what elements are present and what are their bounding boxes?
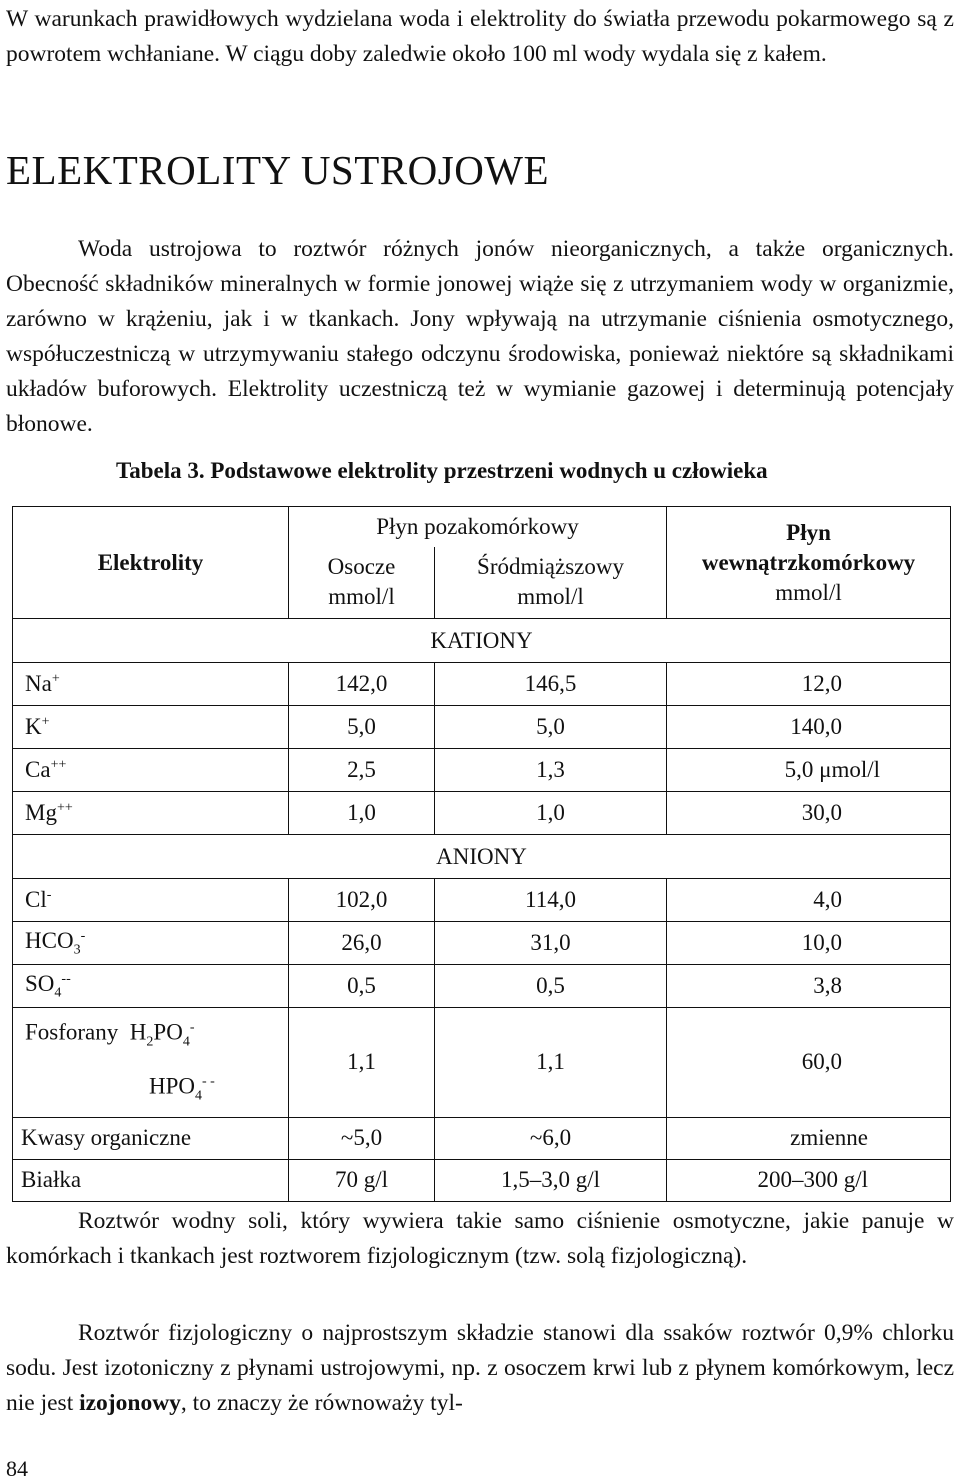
header-plasma-label: Osocze [327, 554, 396, 580]
table-row-organic-acids [13, 1117, 951, 1159]
plasma-value: 1,0 [289, 792, 435, 835]
plasma-value: 1,1 [289, 1008, 435, 1118]
plasma-value: 70 g/l [289, 1159, 435, 1201]
plasma-value: ~5,0 [289, 1117, 435, 1159]
table-row-mg [13, 792, 951, 835]
interstitial-value: 1,3 [435, 749, 667, 792]
ion-label: Na+ [13, 663, 289, 706]
intracellular-value: 140,0 [667, 706, 951, 749]
table-row-k [13, 706, 951, 749]
table-row-ca [13, 749, 951, 792]
table-row-proteins [13, 1159, 951, 1201]
plasma-value: 0,5 [289, 965, 435, 1008]
table-row-phosphates [13, 1008, 951, 1118]
plasma-value: 102,0 [289, 879, 435, 922]
intracellular-value: 200–300 g/l [667, 1159, 951, 1201]
interstitial-value: 114,0 [435, 879, 667, 922]
intracellular-value: 30,0 [667, 792, 951, 835]
ion-label: Cl- [13, 879, 289, 922]
plasma-value: 2,5 [289, 749, 435, 792]
intracellular-value: 12,0 [667, 663, 951, 706]
intracellular-value: 3,8 [667, 965, 951, 1008]
section-heading: ELEKTROLITY USTROJOWE [6, 147, 550, 193]
header-interstitial [435, 547, 667, 619]
ion-label: Ca++ [13, 749, 289, 792]
interstitial-value: 146,5 [435, 663, 667, 706]
table-row-cl [13, 879, 951, 922]
intracellular-value: 10,0 [667, 922, 951, 965]
ion-label [13, 1008, 289, 1118]
ion-label: $HCO_3^-$ [13, 922, 289, 965]
table-row-na [13, 663, 951, 706]
ion-label: Mg++ [13, 792, 289, 835]
paragraph-saline: Roztwór fizjologiczny o najprostszym składzie stanowi dla ssaków roztwór 0,9% chlorku sodu. Jest izotoniczny z płynami ustrojowymi, np. z osoczem krwi lub z płynem komórkowym, lecz nie jest izojonowy, to znaczy że równoważy tyl- [6, 1320, 954, 1416]
interstitial-value: 31,0 [435, 922, 667, 965]
section-cations: KATIONY [13, 619, 951, 663]
header-plasma-unit: mmol/l [328, 584, 395, 610]
intro-paragraph: W warunkach prawidłowych wydzielana woda i elektrolity do światła przewodu pokarmowego są z powrotem wchłaniane. W ciągu doby zaledwie około 100 ml wody wydala się z kałem. [6, 6, 954, 67]
header-intracellular-line1: Płyn [786, 519, 831, 545]
interstitial-value: 5,0 [435, 706, 667, 749]
plasma-value: 5,0 [289, 706, 435, 749]
header-intracellular-unit: mmol/l [775, 579, 842, 605]
intracellular-value: zmienne [667, 1117, 951, 1159]
ion-label: $SO_4^{--}$ [13, 965, 289, 1008]
interstitial-value: ~6,0 [435, 1117, 667, 1159]
table-row-hco3 [13, 922, 951, 965]
header-interstitial-label: Śródmiąższowy [477, 554, 624, 580]
paragraph-physiological-solution: Roztwór wodny soli, który wywiera takie samo ciśnienie osmotyczne, jakie panuje w komórkach i tkankach jest roztworem fizjologicznym (tzw. solą fizjologiczną). [6, 1208, 954, 1269]
phosphate-line-2: $HPO_4^{- -}$ [149, 1073, 215, 1104]
ion-label: Kwasy organiczne [13, 1117, 289, 1159]
intracellular-value: 60,0 [667, 1008, 951, 1118]
term-isoionic: izojonowy [79, 1390, 181, 1416]
table-row-so4 [13, 965, 951, 1008]
interstitial-value: 1,5–3,0 g/l [435, 1159, 667, 1201]
header-extracellular: Płyn pozakomórkowy [289, 507, 667, 547]
section-anions: ANIONY [13, 835, 951, 879]
electrolytes-table [12, 506, 951, 1202]
plasma-value: 142,0 [289, 663, 435, 706]
header-electrolytes: Elektrolity [13, 507, 289, 619]
interstitial-value: 1,1 [435, 1008, 667, 1118]
intracellular-value: 4,0 [667, 879, 951, 922]
header-intracellular [667, 507, 951, 619]
table-caption: Tabela 3. Podstawowe elektrolity przestrzeni wodnych u człowieka [116, 458, 768, 483]
phosphate-line-1: Fosforany $H_2PO_4^-$ [25, 1019, 195, 1050]
body-paragraph: Woda ustrojowa to roztwór różnych jonów nieorganicznych, a także organicznych. Obecność składników mineralnych w formie jonowej wiąże się z utrzymaniem wody w organizmie, zarówno w krążeniu, jak i w tkankach. Jony wpływają na utrzymanie ciśnienia osmotycznego, współuczestniczą w utrzymywaniu stałego odczynu środowiska, ponieważ niektóre są składnikami układów buforowych. Elektrolity uczestniczą też w wymianie gazowej i determinują potencjały błonowe. [6, 236, 954, 437]
page-number: 84 [6, 1456, 28, 1481]
plasma-value: 26,0 [289, 922, 435, 965]
intracellular-value: 5,0 μmol/l [667, 749, 951, 792]
header-interstitial-unit: mmol/l [517, 584, 584, 610]
ion-label: Białka [13, 1159, 289, 1201]
header-plasma [289, 547, 435, 619]
ion-label: K+ [13, 706, 289, 749]
interstitial-value: 0,5 [435, 965, 667, 1008]
interstitial-value: 1,0 [435, 792, 667, 835]
header-intracellular-line2: wewnątrzkomórkowy [701, 549, 916, 575]
